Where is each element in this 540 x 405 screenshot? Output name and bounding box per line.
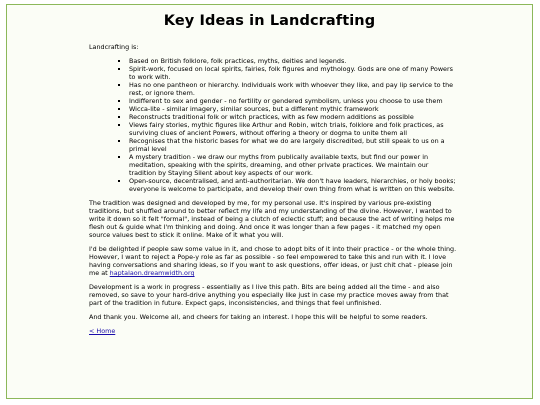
list-item: ▪ Spirit-work, focused on local spirits, fairies, folk figures and mythology. Gods are one of many Powers to work with. — [129, 65, 457, 81]
list-item: ▪ Views fairy stories, mythic figures like Arthur and Robin, witch trials, folklore and folk practices, as surviving clues of ancient Powers, without offering a theory or dogma to unite them all — [129, 121, 457, 137]
list-item: ▪ Has no one pantheon or hierarchy. Individuals work with whoever they like, and pay lip service to the rest, or ignore them. — [129, 81, 457, 97]
list-item: ▪ Based on British folklore, folk practices, myths, deities and legends. — [129, 57, 457, 65]
page-title: Key Ideas in Landcrafting — [163, 13, 376, 29]
ideas-list — [89, 57, 457, 193]
dreamwidth-link[interactable]: haptalaon.dreamwidth.org — [109, 269, 195, 277]
paragraph-thanks: And thank you. Welcome all, and cheers for taking an interest. I hope this will be helpful to some readers. — [89, 313, 428, 321]
list-item: ▪ Open-source, decentralised, and anti-authoritarian. We don't have leaders, hierarchies, or holy books; everyone is welcome to participate, and develop their own thing from what is written on this website. — [129, 177, 457, 193]
home-link[interactable]: < Home — [89, 327, 116, 335]
page-frame — [6, 4, 533, 399]
list-item: ▪ Wicca-lite - similar imagery, similar sources, but a different mythic framework — [129, 105, 457, 113]
list-item: ▪ Reconstructs traditional folk or witch practices, with as few modern additions as possible — [129, 113, 457, 121]
list-item: ▪ Indifferent to sex and gender - no fertility or gendered symbolism, unless you choose to use them — [129, 97, 457, 105]
intro-text: Landcrafting is: — [89, 43, 139, 51]
contact-text: I'd be delighted if people saw some value in it, and chose to adopt bits of it into their practice - or the whole thing. However, I want to reject a Pope-y role as far as possible - so feel empowered to take this and run with it. I love having conversations and sharing ideas, so if you want to ask questions, offer ideas, or just chit chat - please join me at — [89, 245, 457, 277]
paragraph-contact — [89, 245, 457, 277]
paragraph-origin: The tradition was designed and developed by me, for my personal use. It's inspired by various pre-existing traditions, but shuffled around to better reflect my life and my understanding of the divine. However, I wanted to write it down so it felt "formal", instead of being a clutch of eclectic stuff; and because the act of writing helps me flesh out & guide what I'm thinking and doing. And once it was longer than a few pages - it matched my open source values best to stick it online. Make of it what you will. — [89, 199, 455, 239]
main-content — [89, 43, 457, 335]
list-item: ▪ Recognises that the historic bases for what we do are largely discredited, but still speak to us on a primal level — [129, 137, 457, 153]
list-item: ▪ A mystery tradition - we draw our myths from publically available texts, but find our power in meditation, speaking with the spirits, dreaming, and other private practices. We maintain our tradition by Staying Silent about key aspects of our work. — [129, 153, 457, 177]
paragraph-development: Development is a work in progress - essentially as I live this path. Bits are being added all the time - and also removed, so save to your hard-drive anything you especially like just in case my practice moves away from that part of the tradition in future. Expect gaps, inconsistencies, and things that feel unfinished. — [89, 283, 449, 307]
